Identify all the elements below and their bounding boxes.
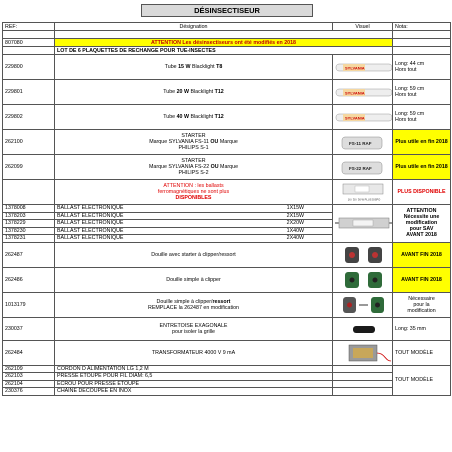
bottom-ref: 230376 (3, 388, 55, 396)
attention-row (3, 39, 451, 47)
ballast-visual (333, 180, 393, 205)
starter-visual (333, 155, 393, 180)
douille-designation: Douille avec starter à clipper/ressort (55, 242, 333, 267)
ballast-warning-text: ATTENTION : les ballasts ferromagnétiques ne sont plus DISPONIBLES (55, 180, 333, 205)
douille-nota: AVANT FIN 2018 (393, 242, 451, 267)
ballast-warning-row (3, 180, 451, 205)
transfo-designation: TRANSFORMATEUR 4000 V 9 mA (55, 340, 333, 365)
bottom-row (3, 365, 451, 373)
bottom-designation: CORDON D ALIMENTATION LG 1,2 M (55, 365, 333, 373)
bottom-row (3, 388, 451, 396)
header-row (3, 23, 451, 31)
tube-ref: 229800 (3, 55, 55, 80)
bottom-designation: PRESSE ÉTOUPE POUR FIL DIAM: 6,5 (55, 373, 333, 381)
starter-ref: 262099 (3, 155, 55, 180)
ballast-ref: 1378229 (3, 220, 55, 228)
spacer-row (3, 31, 451, 39)
tube-nota: Long: 44 cm Hors tout (393, 55, 451, 80)
transfo-ref: 262484 (3, 340, 55, 365)
starter-row (3, 155, 451, 180)
electronic-ballast-visual (333, 205, 393, 243)
starter-row (3, 130, 451, 155)
entretoise-visual (333, 317, 393, 340)
starter-label: FS-11 RAF (348, 141, 372, 146)
ballast-designation: BALLAST ÉLECTRONIQUE 2X40W (55, 235, 333, 243)
tube-visual (333, 55, 393, 80)
lot-row (3, 47, 451, 55)
tube-designation: Tube 20 W Blacklight T12 (55, 80, 333, 105)
header-ref: REF: (3, 23, 55, 31)
page-title: DÉSINSECTISEUR (141, 4, 313, 17)
tube-row (3, 105, 451, 130)
entretoise-row (3, 317, 451, 340)
bottom-ref: 262104 (3, 380, 55, 388)
starter-designation: STARTER Marque SYLVANIA FS-11 OU Marque PHILIPS S-1 (55, 130, 333, 155)
bottom-row (3, 373, 451, 381)
tube-row (3, 80, 451, 105)
attention-text: ATTENTION Les désinsectiseurs ont été modifiés en 2018 (55, 39, 393, 47)
douille-nota: AVANT FIN 2018 (393, 267, 451, 292)
tube-brand: SYLVANIA (345, 65, 365, 71)
transfo-row (3, 340, 451, 365)
tube-visual (333, 80, 393, 105)
ballast-nota: ATTENTION Nécessite une modification pour SAV AVANT 2018 (393, 205, 451, 243)
bottom-designation: ÉCROU POUR PRESSE ETOUPE (55, 380, 333, 388)
starter-label: FS-22 RAF (348, 166, 372, 171)
tube-row (3, 55, 451, 80)
douille-row (3, 242, 451, 267)
ballast-caption: 16 / 30 / 36 W PLUS DISPO (347, 198, 381, 202)
tube-brand: SYLVANIA (345, 90, 365, 96)
tube-visual (333, 105, 393, 130)
starter-nota: Plus utile en fin 2018 (393, 155, 451, 180)
bottom-ref: 262109 (3, 365, 55, 373)
tube-nota: Long: 59 cm Hors tout (393, 80, 451, 105)
douille-row (3, 267, 451, 292)
douille-mod-designation: Douille simple à clipper/ressort REMPLACE la 262487 en modification (55, 292, 333, 317)
bottom-nota: TOUT MODÈLE (393, 373, 451, 388)
douille-mod-ref: 1013179 (3, 292, 55, 317)
entretoise-nota: Long: 35 mm (393, 317, 451, 340)
tube-nota: Long: 59 cm Hors tout (393, 105, 451, 130)
douille-visual (333, 242, 393, 267)
attention-ref: 807080 (3, 39, 55, 47)
starter-ref: 262100 (3, 130, 55, 155)
ballast-designation: BALLAST ÉLECTRONIQUE 1X15W (55, 205, 333, 213)
tube-designation: Tube 40 W Blacklight T12 (55, 105, 333, 130)
starter-nota: Plus utile en fin 2018 (393, 130, 451, 155)
header-visuel: Visuel (333, 23, 393, 31)
ballast-designation: BALLAST ÉLECTRONIQUE 2X15W (55, 212, 333, 220)
starter-designation: STARTER Marque SYLVANIA FS-22 OU Marque PHILIPS S-2 (55, 155, 333, 180)
lot-text: LOT DE 6 PLAQUETTES DE RECHANGE POUR TUE-INSECTES (55, 47, 393, 55)
douille-mod-row (3, 292, 451, 317)
bottom-row (3, 380, 451, 388)
douille-ref: 262487 (3, 242, 55, 267)
entretoise-designation: ENTRETOISE EXAGONALE pour isoler la grille (55, 317, 333, 340)
header-nota: Nota: (393, 23, 451, 31)
tube-designation: Tube 15 W Blacklight T8 (55, 55, 333, 80)
douille-mod-nota: Nécessaire pour la modification (393, 292, 451, 317)
douille-mod-visual (333, 292, 393, 317)
ballast-ref: 1378008 (3, 205, 55, 213)
ballast-ref: 1378203 (3, 212, 55, 220)
douille-designation: Douille simple à clipper (55, 267, 333, 292)
ballast-warning-nota: PLUS DISPONIBLE (393, 180, 451, 205)
douille-ref: 262486 (3, 267, 55, 292)
ballast-ref: 1378230 (3, 227, 55, 235)
douille-visual (333, 267, 393, 292)
tube-brand: SYLVANIA (345, 115, 365, 121)
parts-table (2, 22, 451, 396)
starter-visual (333, 130, 393, 155)
tube-ref: 229802 (3, 105, 55, 130)
transfo-nota: TOUT MODÈLE (393, 340, 451, 365)
ballast-designation: BALLAST ÉLECTRONIQUE 2X20W (55, 220, 333, 228)
bottom-designation: CHAINE DÉCOUPÉE EN INOX (55, 388, 333, 396)
ballast-row (3, 205, 451, 213)
ballast-ref: 1378231 (3, 235, 55, 243)
header-designation: Désignation (55, 23, 333, 31)
tube-ref: 229801 (3, 80, 55, 105)
bottom-ref: 262103 (3, 373, 55, 381)
ballast-designation: BALLAST ÉLECTRONIQUE 1X40W (55, 227, 333, 235)
transfo-visual (333, 340, 393, 365)
entretoise-ref: 230037 (3, 317, 55, 340)
